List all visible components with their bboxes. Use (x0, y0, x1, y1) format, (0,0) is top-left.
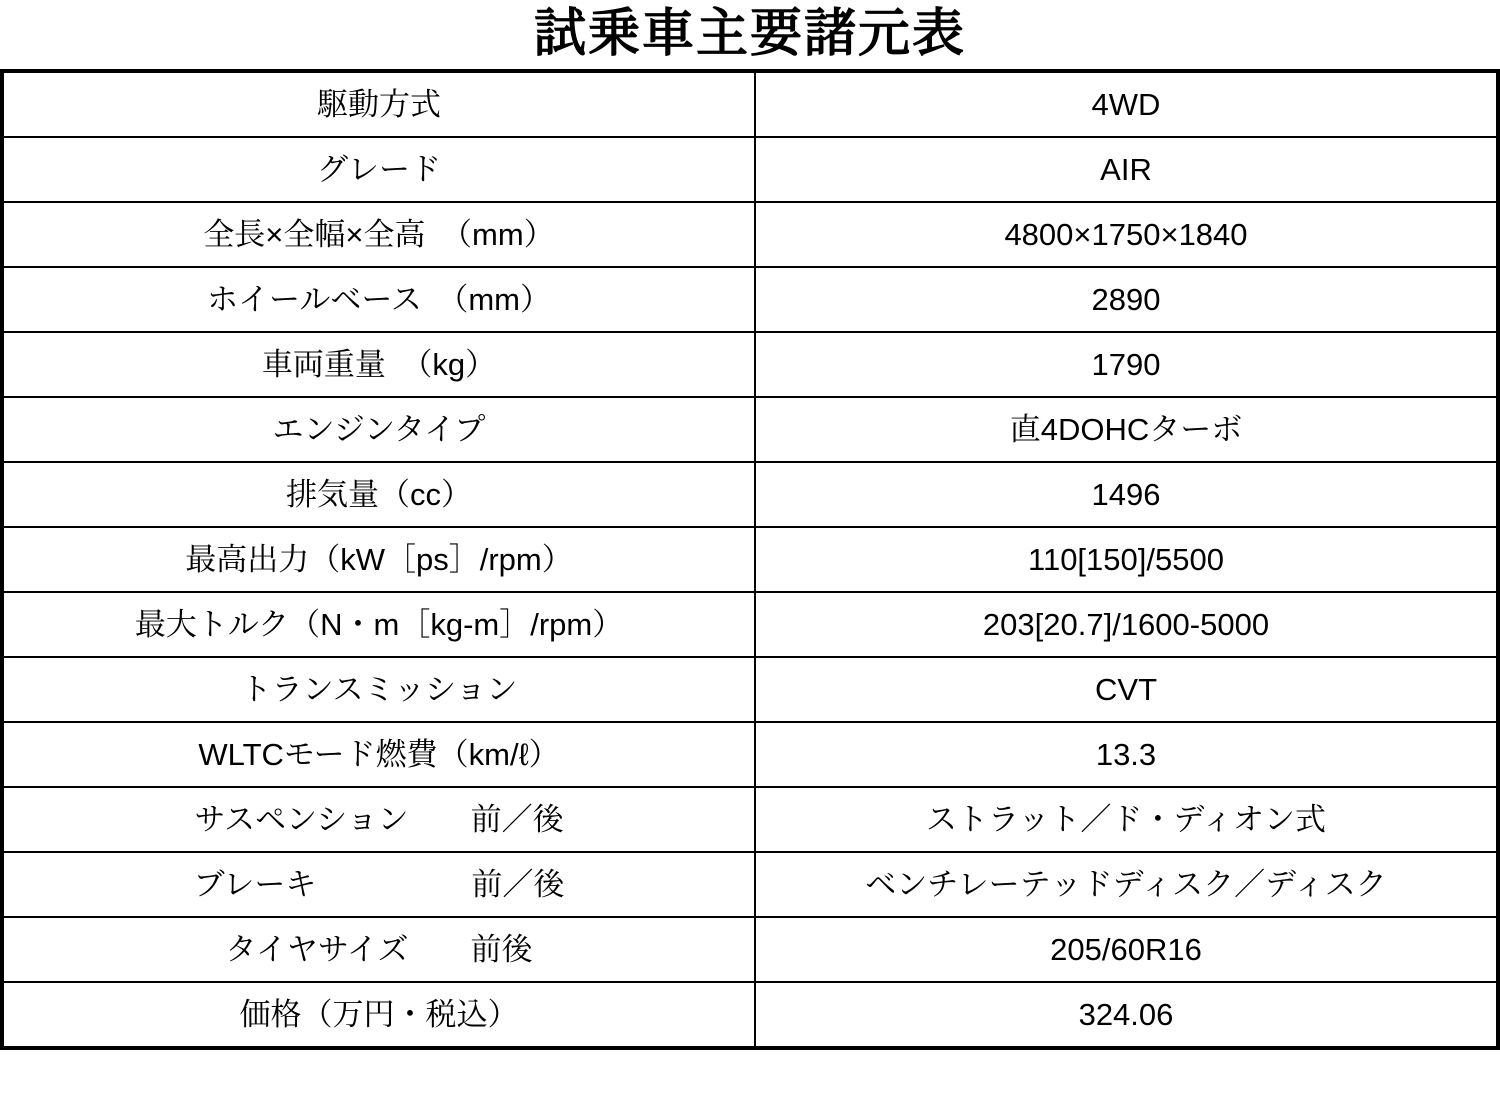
table-row (2, 332, 1498, 397)
row-value: 4800×1750×1840 (755, 202, 1498, 267)
table-row (2, 787, 1498, 852)
row-value: 205/60R16 (755, 917, 1498, 982)
row-value: ベンチレーテッドディスク／ディスク (755, 852, 1498, 917)
row-value: 2890 (755, 267, 1498, 332)
table-row (2, 202, 1498, 267)
row-label: グレード (2, 137, 755, 202)
table-row (2, 71, 1498, 137)
row-value: ストラット／ド・ディオン式 (755, 787, 1498, 852)
row-value: 4WD (755, 71, 1498, 137)
table-row (2, 592, 1498, 657)
table-row (2, 527, 1498, 592)
row-label: タイヤサイズ 前後 (2, 917, 755, 982)
row-label: 駆動方式 (2, 71, 755, 137)
row-label: 全長×全幅×全高 （mm） (2, 202, 755, 267)
table-row (2, 267, 1498, 332)
row-label: エンジンタイプ (2, 397, 755, 462)
row-label: ブレーキ 前／後 (2, 852, 755, 917)
row-value: 直4DOHCターボ (755, 397, 1498, 462)
row-value: AIR (755, 137, 1498, 202)
page-title: 試乗車主要諸元表 (533, 5, 966, 63)
row-value: 1496 (755, 462, 1498, 527)
row-label: WLTCモード燃費（km/ℓ） (2, 722, 755, 787)
table-row (2, 462, 1498, 527)
table-row (2, 657, 1498, 722)
table-body (2, 71, 1498, 1048)
table-row (2, 137, 1498, 202)
specifications-table (0, 69, 1500, 1050)
row-label: サスペンション 前／後 (2, 787, 755, 852)
table-row (2, 397, 1498, 462)
row-value: 13.3 (755, 722, 1498, 787)
row-label: 排気量（cc） (2, 462, 755, 527)
table-row (2, 917, 1498, 982)
row-label: ホイールベース （mm） (2, 267, 755, 332)
row-value: CVT (755, 657, 1498, 722)
row-label: 最大トルク（N・m［kg-m］/rpm） (2, 592, 755, 657)
row-label: 価格（万円・税込） (2, 982, 755, 1048)
table-row (2, 722, 1498, 787)
table-row (2, 852, 1498, 917)
table-row (2, 982, 1498, 1048)
row-value: 203[20.7]/1600-5000 (755, 592, 1498, 657)
row-value: 110[150]/5500 (755, 527, 1498, 592)
row-label: トランスミッション (2, 657, 755, 722)
row-label: 車両重量 （kg） (2, 332, 755, 397)
row-value: 324.06 (755, 982, 1498, 1048)
row-value: 1790 (755, 332, 1498, 397)
row-label: 最高出力（kW［ps］/rpm） (2, 527, 755, 592)
